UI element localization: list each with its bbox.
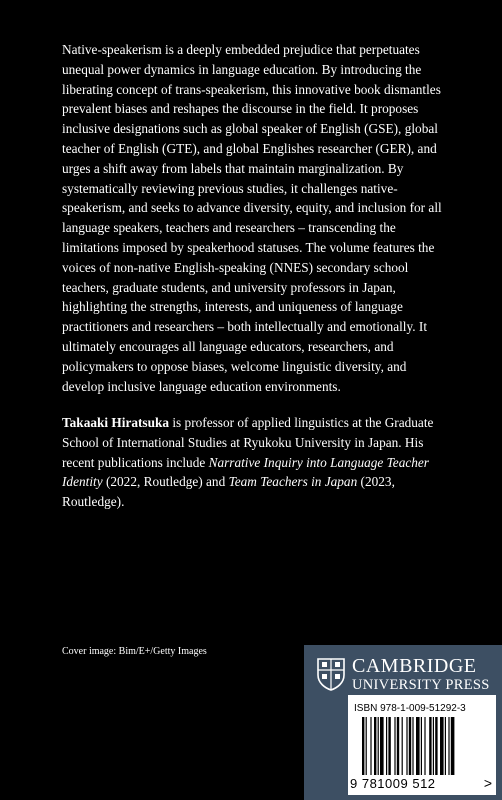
cover-image-credit: Cover image: Bim/E+/Getty Images xyxy=(62,646,207,657)
isbn-label: ISBN 978-1-009-51292-3 xyxy=(354,703,466,714)
barcode-panel xyxy=(348,695,496,795)
bio-text-3: (2023, Routledge). xyxy=(62,474,395,510)
bio-text-1: is professor of applied linguistics at the Graduate School of International Studies at Ryukoku University in Japan. His recent publications include xyxy=(62,415,434,470)
barcode-end-mark: > xyxy=(483,775,492,791)
barcode-icon xyxy=(362,717,482,777)
barcode-digits: 9 781009 512 xyxy=(350,776,436,791)
publisher-block xyxy=(304,645,502,800)
book-description: Native-speakerism is a deeply embedded prejudice that perpetuates unequal power dynamics in language education. By introducing the liberating concept of trans-speakerism, this innovative book dismantles prevalent biases and reshapes the discourse in the field. It proposes inclusive designations such as global speaker of English (GSE), global teacher of English (GTE), and global Englishes researcher (GER), and urges a shift away from labels that maintain marginalization. By systematically reviewing previous studies, it challenges native-speakerism, and seeks to advance diversity, equity, and inclusion for all language speakers, teachers and researchers – transcending the limitations imposed by speakerhood statuses. The volume features the voices of non-native English-speaking (NNES) secondary school teachers, graduate students, and university professors in Japan, highlighting the strengths, interests, and uniqueness of language practitioners and researchers – both intellectually and emotionally. It ultimately encourages all language educators, researchers, and policymakers to oppose biases, welcome linguistic diversity, and develop inclusive language education environments. xyxy=(62,42,442,394)
publisher-logo xyxy=(316,655,496,695)
bio-text-2: (2022, Routledge) and xyxy=(102,474,229,490)
bio-book-2: Team Teachers in Japan xyxy=(228,474,358,490)
author-bio xyxy=(62,413,446,512)
publisher-name-line2: UNIVERSITY PRESS xyxy=(352,677,490,693)
shield-icon xyxy=(316,657,346,691)
author-name: Takaaki Hiratsuka xyxy=(62,415,170,430)
publisher-name-line1: CAMBRIDGE xyxy=(352,655,477,677)
bio-book-1: Narrative Inquiry into Language Teacher Identity xyxy=(62,454,429,490)
